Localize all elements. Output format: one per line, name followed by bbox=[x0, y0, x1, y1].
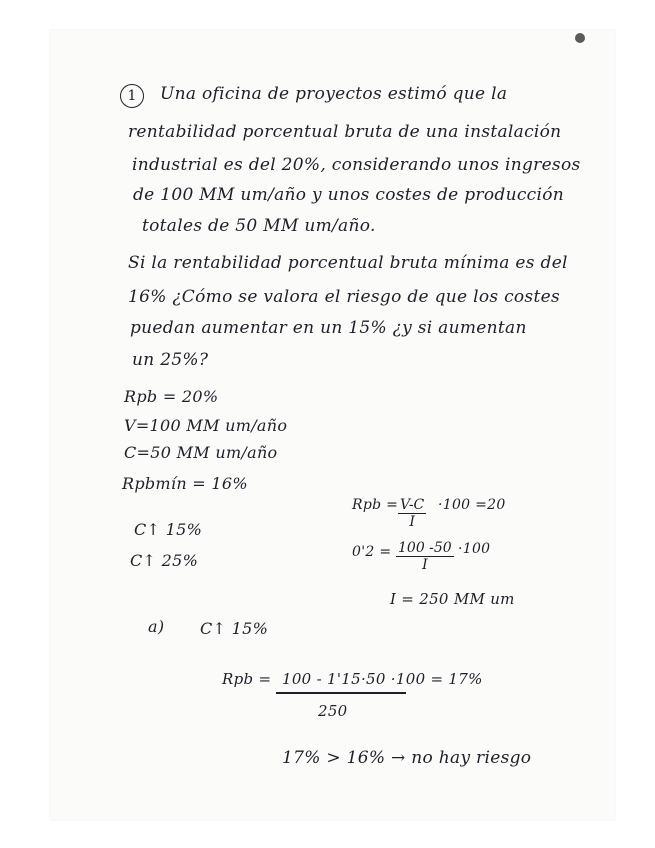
statement-line: rentabilidad porcentual bruta de una instalación bbox=[128, 122, 562, 142]
corner-ink-mark bbox=[575, 33, 585, 43]
part-a-conclusion: 17% > 16% → no hay riesgo bbox=[282, 748, 532, 768]
data-item: Rpb = 20% bbox=[124, 387, 219, 406]
substitution-denominator: I bbox=[422, 557, 428, 573]
statement-line: Si la rentabilidad porcentual bruta mínima es del bbox=[128, 253, 568, 273]
statement-line: de 100 MM um/año y unos costes de producción bbox=[133, 185, 564, 205]
substitution-numerator: 100 -50 bbox=[398, 540, 452, 556]
statement-line: 16% ¿Cómo se valora el riesgo de que los costes bbox=[128, 287, 560, 307]
statement-line: puedan aumentar en un 15% ¿y si aumentan bbox=[130, 318, 527, 338]
substitution-rhs: ·100 bbox=[458, 541, 491, 557]
part-a-case: C↑ 15% bbox=[200, 619, 269, 638]
formula-fraction bbox=[398, 497, 426, 530]
part-a-numerator: 100 - 1'15·50 ·100 = 17% bbox=[282, 670, 483, 688]
part-a-fraction-bar bbox=[276, 692, 406, 694]
data-item: Rpbmín = 16% bbox=[122, 474, 248, 493]
statement-line: industrial es del 20%, considerando unos ingresos bbox=[132, 155, 581, 175]
case-item: C↑ 25% bbox=[130, 551, 199, 570]
data-item: C=50 MM um/año bbox=[124, 443, 278, 462]
investment-result: I = 250 MM um bbox=[390, 590, 515, 608]
statement-line: un 25%? bbox=[132, 350, 209, 370]
substitution-lhs: 0'2 = bbox=[352, 544, 392, 560]
formula-rhs: ·100 =20 bbox=[438, 497, 506, 513]
formula-lhs: Rpb = bbox=[352, 497, 399, 513]
part-a-label: a) bbox=[148, 617, 165, 636]
formula-denominator: I bbox=[409, 514, 415, 530]
problem-number: 1 bbox=[120, 84, 144, 108]
substitution-fraction bbox=[396, 540, 454, 573]
case-item: C↑ 15% bbox=[134, 520, 203, 539]
part-a-lhs: Rpb = bbox=[222, 670, 272, 688]
statement-line: totales de 50 MM um/año. bbox=[142, 216, 376, 236]
statement-line: Una oficina de proyectos estimó que la bbox=[160, 84, 508, 104]
formula-numerator: V-C bbox=[400, 497, 425, 513]
data-item: V=100 MM um/año bbox=[124, 416, 288, 435]
part-a-denominator: 250 bbox=[318, 702, 348, 720]
